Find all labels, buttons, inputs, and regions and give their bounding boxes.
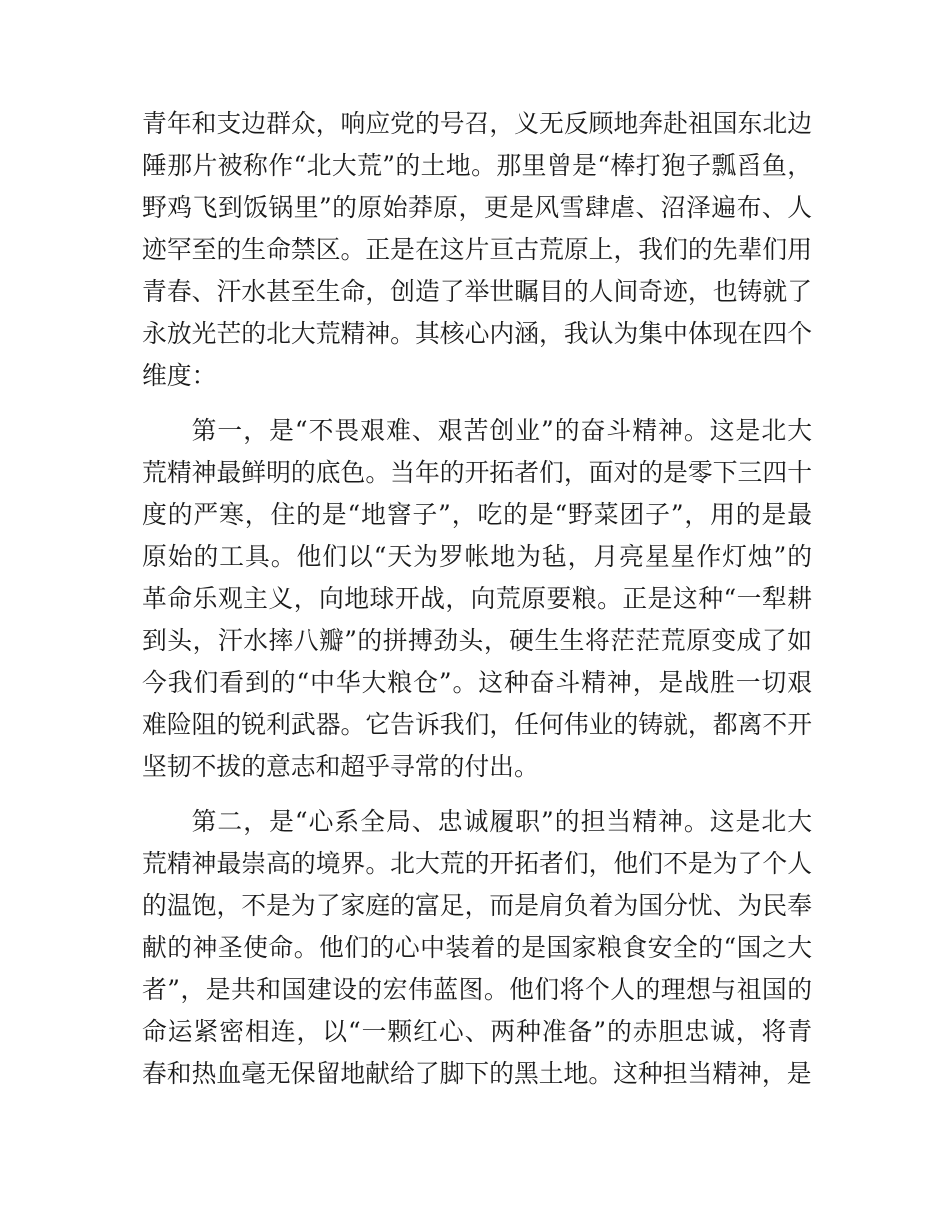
- paragraph-intro: 青年和支边群众，响应党的号召，义无反顾地奔赴祖国东北边陲那片被称作“北大荒”的土地。那里曾是“棒打狍子瓢舀鱼，野鸡飞到饭锅里”的原始莽原，更是风雪肆虐、沼泽遍布、人迹罕至的生命禁区。正是在这片亘古荒原上，我们的先辈们用青春、汗水甚至生命，创造了举世瞩目的人间奇迹，也铸就了永放光芒的北大荒精神。其核心内涵，我认为集中体现在四个维度：: [142, 109, 812, 390]
- paragraph-first-point: 第一，是“不畏艰难、艰苦创业”的奋斗精神。这是北大荒精神最鲜明的底色。当年的开拓者们，面对的是零下三四十度的严寒，住的是“地窨子”，吃的是“野菜团子”，用的是最原始的工具。他们以“天为罗帐地为毡，月亮星星作灯烛”的革命乐观主义，向地球开战，向荒原要粮。正是这种“一犁耕到头，汗水摔八瓣”的拼搏劲头，硬生生将茫茫荒原变成了如今我们看到的“中华大粮仓”。这种奋斗精神，是战胜一切艰难险阻的锐利武器。它告诉我们，任何伟业的铸就，都离不开坚韧不拔的意志和超乎寻常的付出。: [142, 416, 812, 781]
- paragraph-second-point: 第二，是“心系全局、忠诚履职”的担当精神。这是北大荒精神最崇高的境界。北大荒的开拓者们，他们不是为了个人的温饱，不是为了家庭的富足，而是肩负着为国分忧、为民奉献的神圣使命。他们的心中装着的是国家粮食安全的“国之大者”，是共和国建设的宏伟蓝图。他们将个人的理想与祖国的命运紧密相连，以“一颗红心、两种准备”的赤胆忠诚，将青春和热血毫无保留地献给了脚下的黑土地。这种担当精神，是: [142, 807, 812, 1088]
- document-body: [142, 103, 812, 1108]
